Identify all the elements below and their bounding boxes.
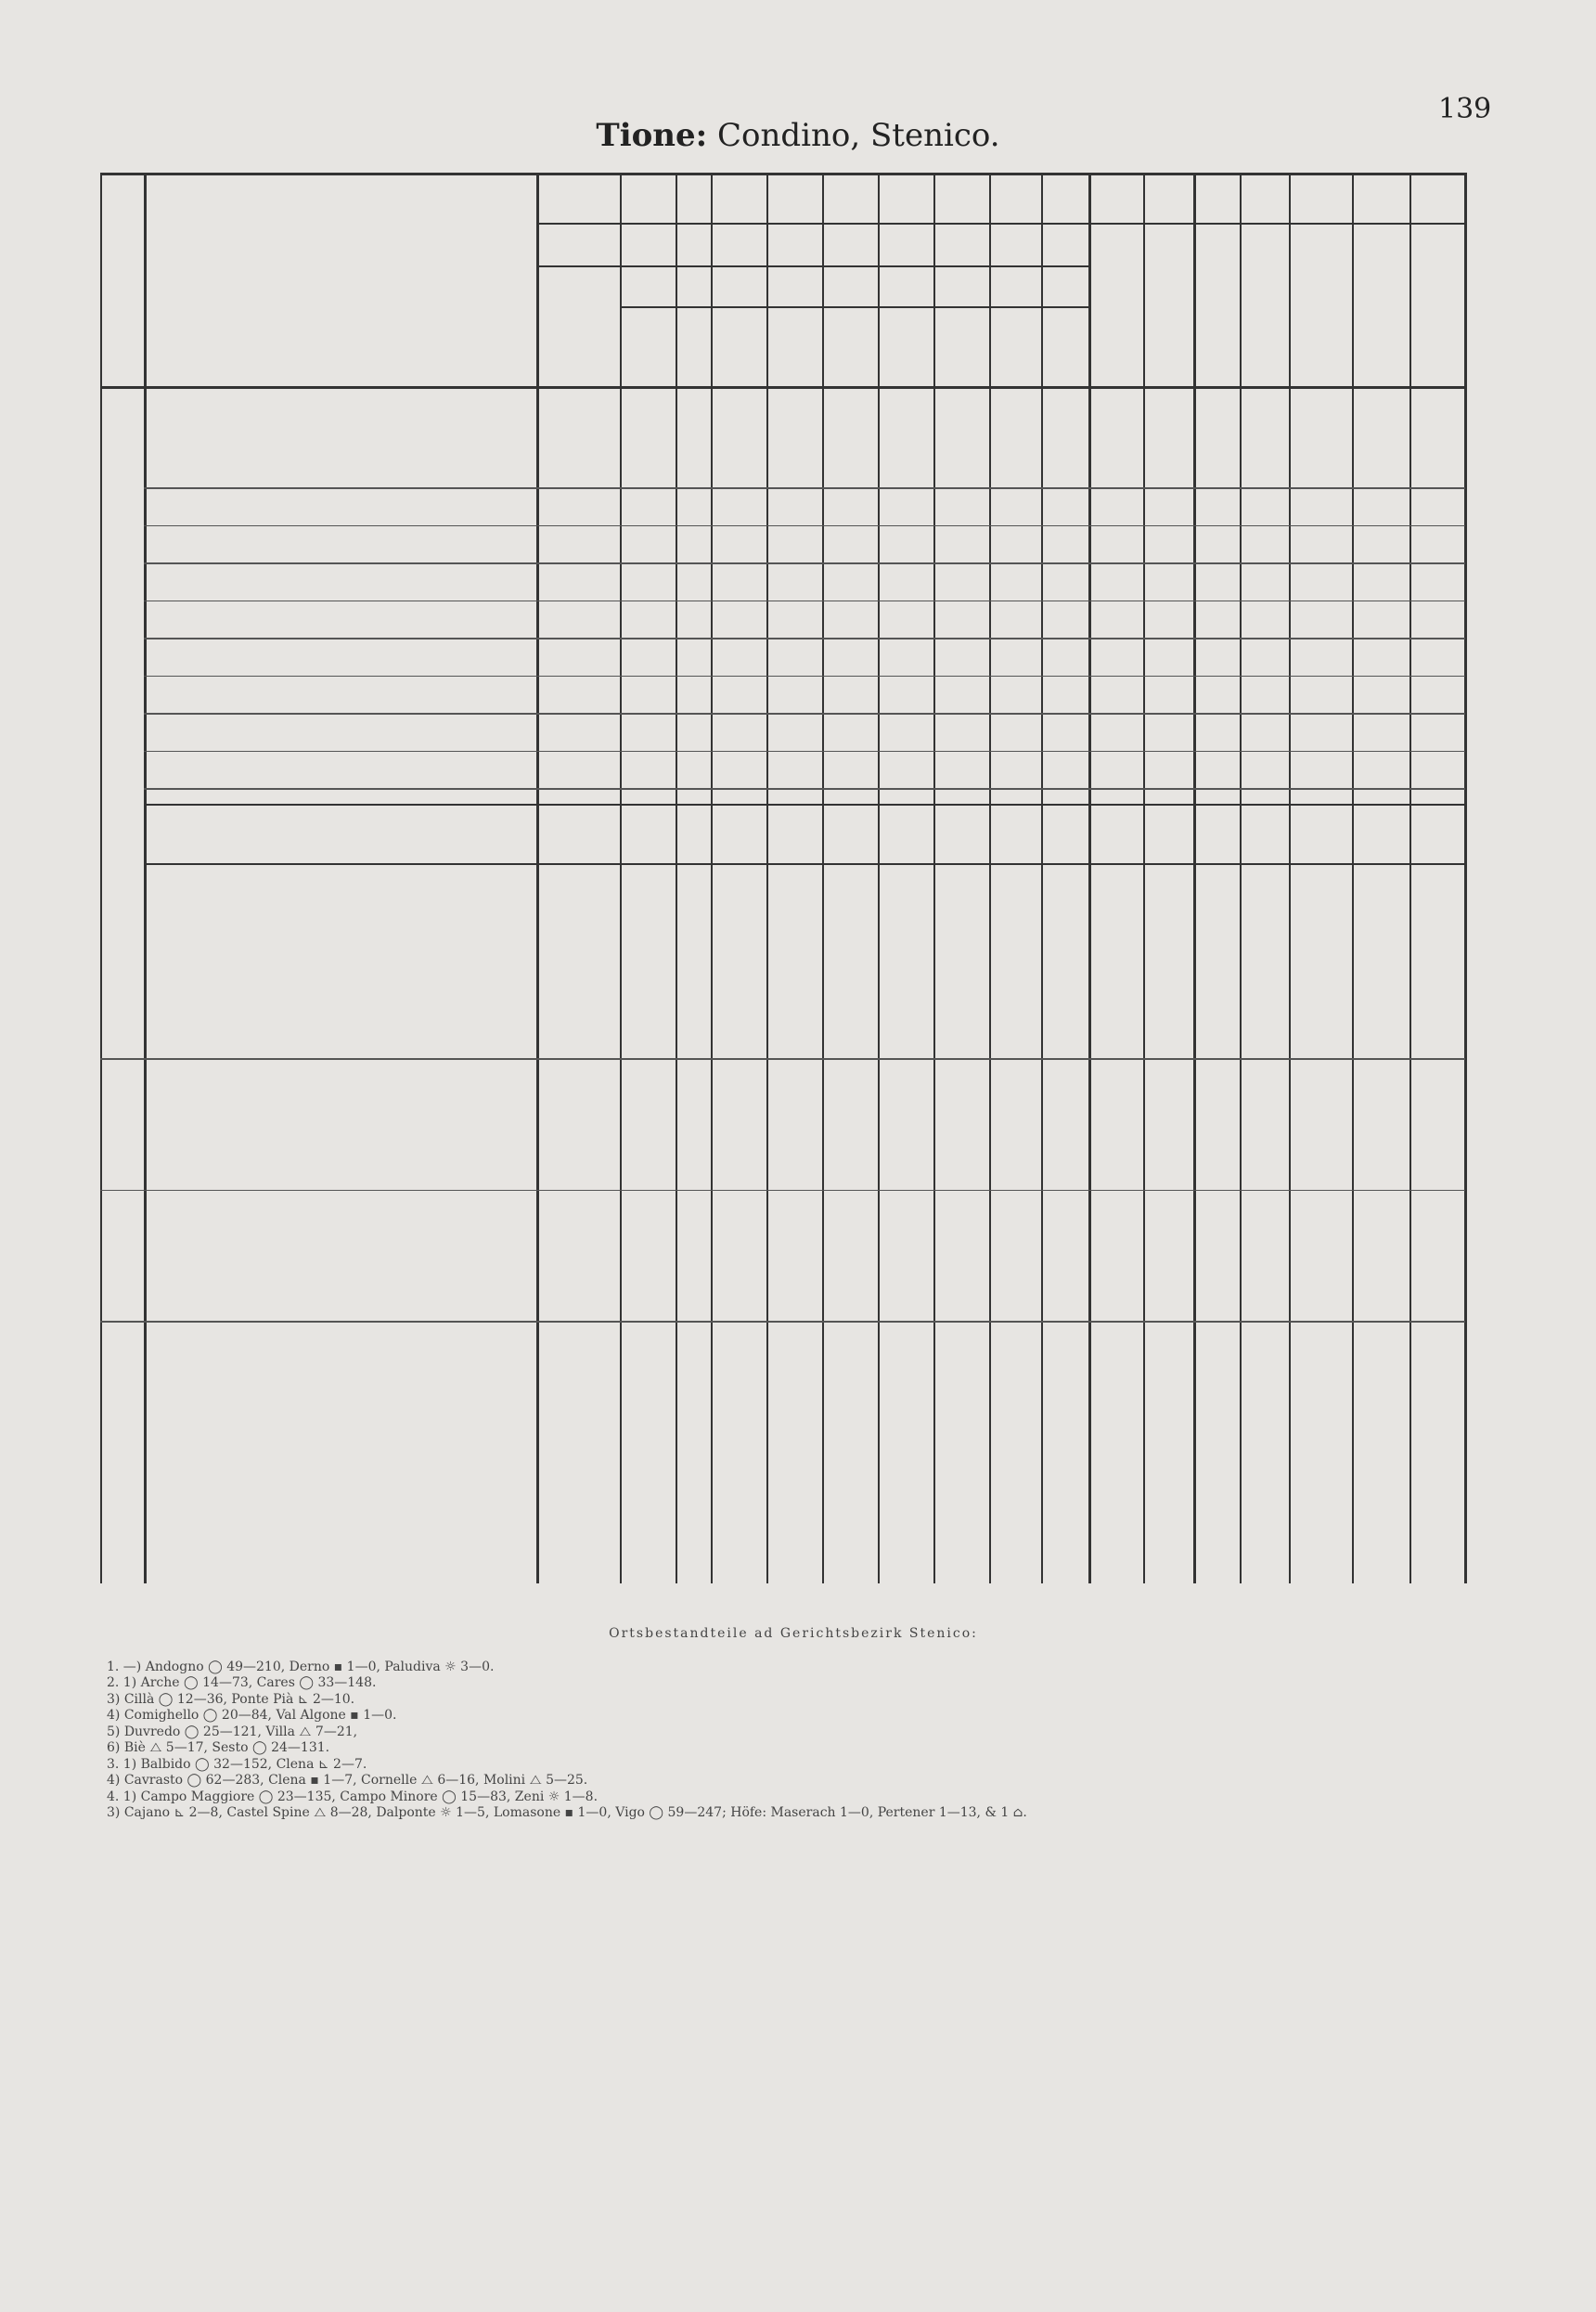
column-rule [1289,173,1291,1583]
header-rule [620,306,1088,308]
column-rule [620,173,622,1583]
summe-top-rule [144,804,1465,806]
row-rule [144,713,1465,715]
group-rule [100,1190,1465,1192]
header-rule [536,265,1088,267]
page-title [0,117,1596,154]
footnote-line: 5) Duvredo ◯ 25—121, Villa ⧍ 7—21, [107,1724,358,1739]
column-rule [100,173,102,1583]
footnote-line: 4) Comighello ◯ 20—84, Val Algone ▪ 1—0. [107,1708,397,1723]
column-rule [1041,173,1043,1583]
column-rule [1193,173,1196,1583]
column-rule [711,173,713,1583]
column-rule [1143,173,1145,1583]
group-rule [100,1321,1465,1323]
header-top-rule [100,173,1466,175]
column-rule [676,173,677,1583]
column-rule [536,173,539,1583]
footnote-lines [107,1660,1480,1822]
column-rule [822,173,824,1583]
footnote-line: 3) Cillà ◯ 12—36, Ponte Pià ⊾ 2—10. [107,1691,355,1707]
footnotes [107,1626,1480,1822]
row-rule [144,788,1465,790]
column-rule [766,173,768,1583]
footnote-line: 6) Biè ⧍ 5—17, Sesto ◯ 24—131. [107,1740,330,1755]
column-rule [878,173,880,1583]
footnote-line: 4) Cavrasto ◯ 62—283, Clena ▪ 1—7, Cornelle ⧍ 6—16, Molini ⧍ 5—25. [107,1773,588,1788]
row-rule [144,525,1465,527]
row-rule [144,751,1465,753]
footnote-line: 3. 1) Balbido ◯ 32—152, Clena ⊾ 2—7. [107,1756,367,1772]
row-rule [144,638,1465,639]
footnote-line: 3) Cajano ⊾ 2—8, Castel Spine ⧍ 8—28, Dalponte ☼ 1—5, Lomasone ▪ 1—0, Vigo ◯ 59—247; Höfe: Maserach 1—0, Pertener 1—13, & 1 ⌂. [107,1805,1027,1820]
title-bold: Tione: [596,117,708,154]
column-rule [1464,173,1467,1583]
row-rule [100,1058,1465,1060]
footnote-line: 1. —) Andogno ◯ 49—210, Derno ▪ 1—0, Paludiva ☼ 3—0. [107,1659,495,1674]
column-rule [933,173,935,1583]
column-rule [1409,173,1411,1583]
column-rule [144,173,147,1583]
summe-bottom-rule [144,863,1465,865]
footnote-line: 4. 1) Campo Maggiore ◯ 23—135, Campo Minore ◯ 15—83, Zeni ☼ 1—8. [107,1789,598,1804]
row-rule [144,487,1465,489]
footnotes-heading: Ortsbestandteile ad Gerichtsbezirk Stenico: [609,1626,978,1641]
row-rule [144,601,1465,602]
page-number: 139 [1438,93,1492,125]
column-rule [1352,173,1354,1583]
column-rule [1240,173,1242,1583]
title-rest: Condino, Stenico. [707,117,1000,154]
header-rule [1196,223,1465,225]
header-rule [536,223,1195,225]
column-rule [989,173,991,1583]
column-rule [1088,173,1091,1583]
footnote-line: 2. 1) Arche ◯ 14—73, Cares ◯ 33—148. [107,1675,377,1690]
row-rule [144,562,1465,564]
row-rule [144,676,1465,678]
header-bottom-rule [100,386,1466,389]
